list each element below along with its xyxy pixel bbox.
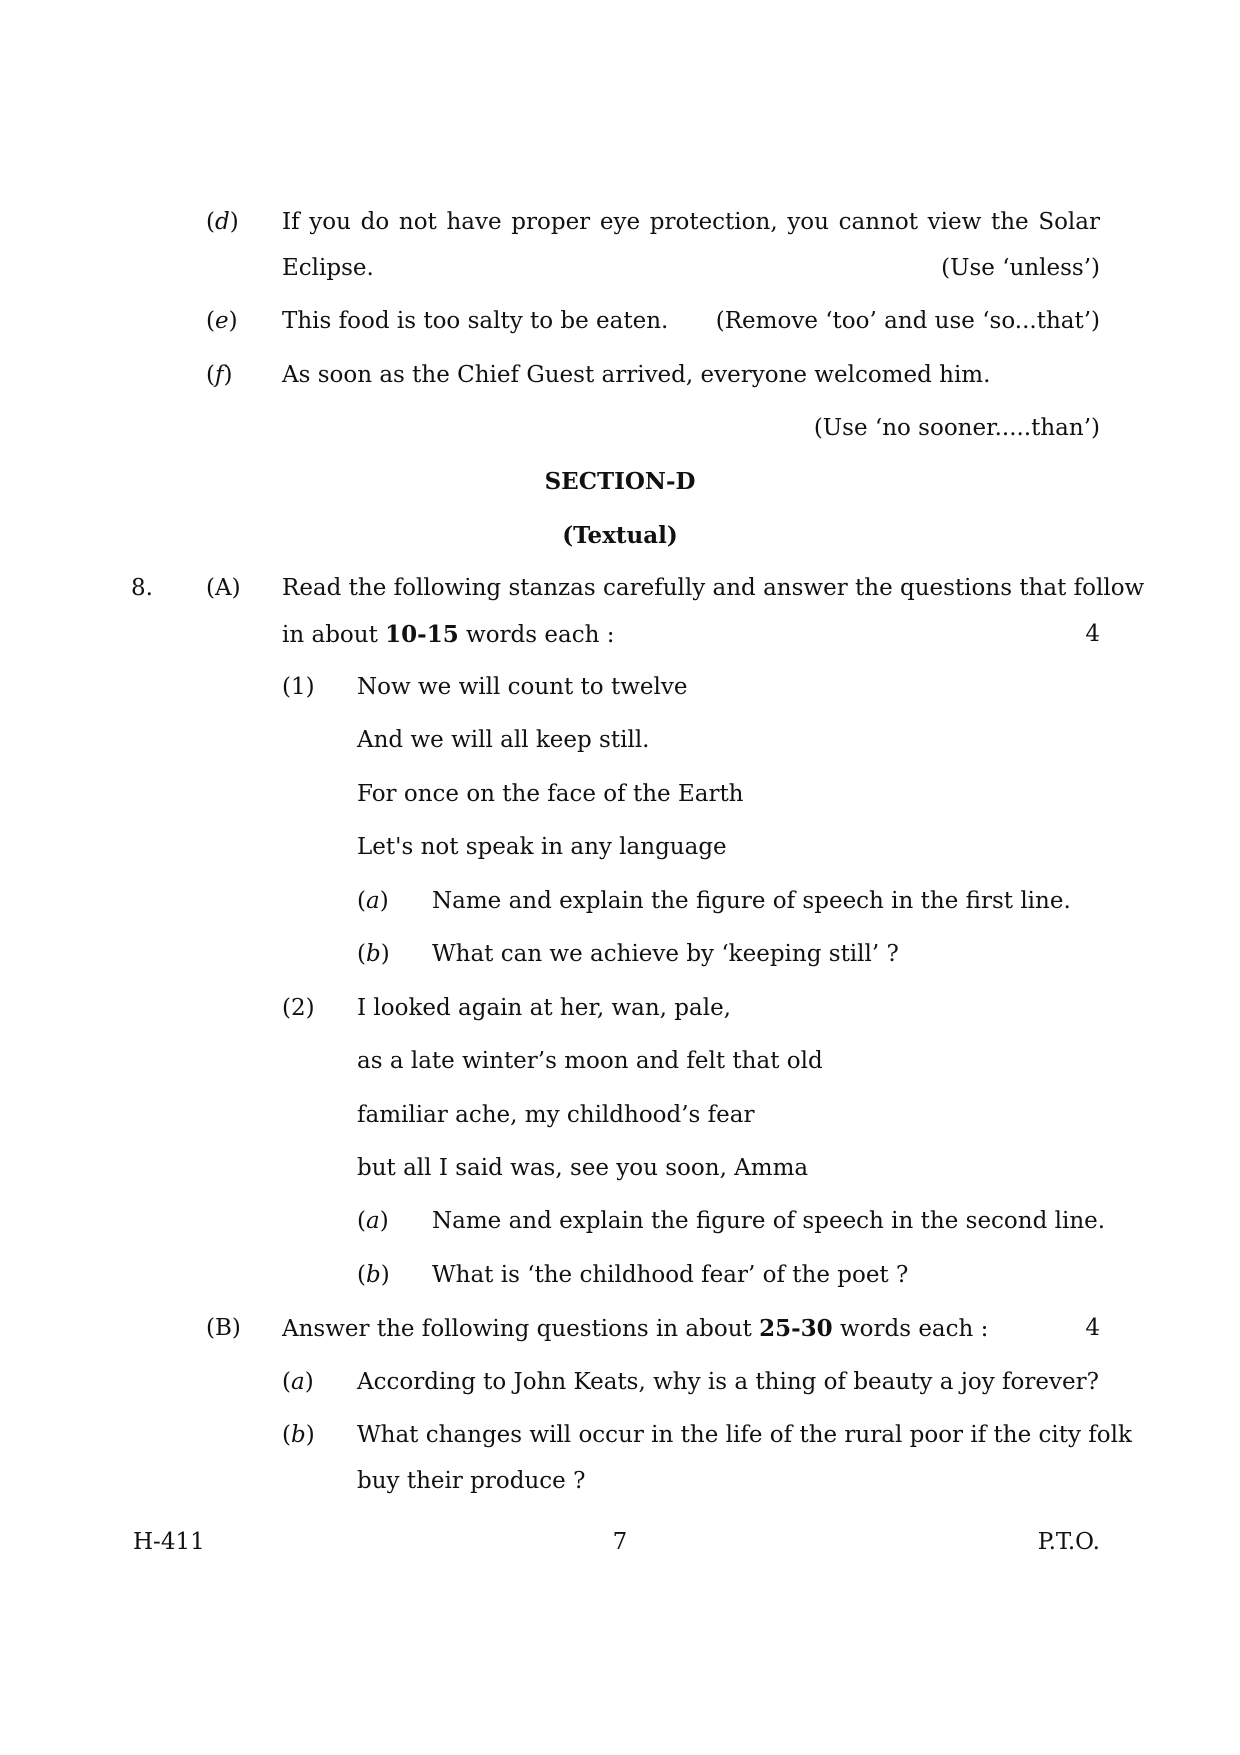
stanza1-label: (1): [282, 674, 315, 700]
stanza1-line: Let's not speak in any language: [357, 834, 727, 860]
stanza1-line: Now we will count to twelve: [357, 674, 688, 700]
part-a-marks: 4: [1085, 621, 1100, 647]
stanza1-subq-b-text: What can we achieve by ‘keeping still’ ?: [432, 941, 899, 967]
item-d-line2: Eclipse.: [282, 255, 374, 281]
part-b-subq-b-label: (b): [282, 1422, 315, 1448]
item-d-hint: (Use ‘unless’): [941, 255, 1100, 281]
part-a-instruction-line1: Read the following stanzas carefully and answer the questions that follow: [282, 575, 1145, 601]
part-b-label: (B): [206, 1315, 241, 1341]
item-e-hint: (Remove ‘too’ and use ‘so...that’): [715, 308, 1100, 334]
part-b-instruction: Answer the following questions in about 25-30 words each :: [282, 1315, 989, 1342]
part-b-subq-a-label: (a): [282, 1369, 314, 1395]
question-number: 8.: [131, 575, 153, 601]
part-b-subq-b-line2: buy their produce ?: [357, 1468, 586, 1494]
item-f-label: (f): [206, 362, 233, 388]
part-a-label: (A): [206, 575, 241, 601]
part-b-marks: 4: [1085, 1315, 1100, 1341]
footer-paper-code: H-411: [133, 1529, 205, 1555]
footer-page-number: 7: [612, 1529, 628, 1555]
item-f-text: As soon as the Chief Guest arrived, everyone welcomed him.: [282, 362, 991, 388]
stanza2-subq-b-text: What is ‘the childhood fear’ of the poet ?: [432, 1262, 909, 1288]
stanza2-subq-a-text: Name and explain the figure of speech in the second line.: [432, 1208, 1106, 1234]
stanza1-subq-a-text: Name and explain the figure of speech in the first line.: [432, 888, 1071, 914]
item-d-line1: If you do not have proper eye protection, you cannot view the Solar: [282, 209, 1100, 235]
stanza1-subq-b-label: (b): [357, 941, 390, 967]
part-b-subq-a-text: According to John Keats, why is a thing of beauty a joy forever?: [357, 1369, 1099, 1395]
part-a-instruction-line2: in about 10-15 words each :: [282, 621, 615, 648]
stanza1-line: And we will all keep still.: [357, 727, 650, 753]
footer-pto: P.T.O.: [1037, 1529, 1100, 1555]
stanza2-label: (2): [282, 995, 315, 1021]
item-f-hint: (Use ‘no sooner.....than’): [813, 415, 1100, 441]
stanza2-subq-b-label: (b): [357, 1262, 390, 1288]
stanza1-subq-a-label: (a): [357, 888, 389, 914]
stanza2-line: I looked again at her, wan, pale,: [357, 995, 731, 1021]
stanza2-subq-a-label: (a): [357, 1208, 389, 1234]
part-b-subq-b-line1: What changes will occur in the life of the rural poor if the city folk: [357, 1422, 1132, 1448]
stanza1-line: For once on the face of the Earth: [357, 781, 744, 807]
stanza2-line: familiar ache, my childhood’s fear: [357, 1102, 755, 1128]
item-d-label: (d): [206, 209, 239, 235]
stanza2-line: but all I said was, see you soon, Amma: [357, 1155, 809, 1181]
item-e-text: This food is too salty to be eaten.: [282, 308, 669, 334]
section-title: SECTION-D: [544, 468, 696, 495]
stanza2-line: as a late winter’s moon and felt that old: [357, 1048, 823, 1074]
item-e-label: (e): [206, 308, 238, 334]
section-subtitle: (Textual): [562, 522, 678, 549]
